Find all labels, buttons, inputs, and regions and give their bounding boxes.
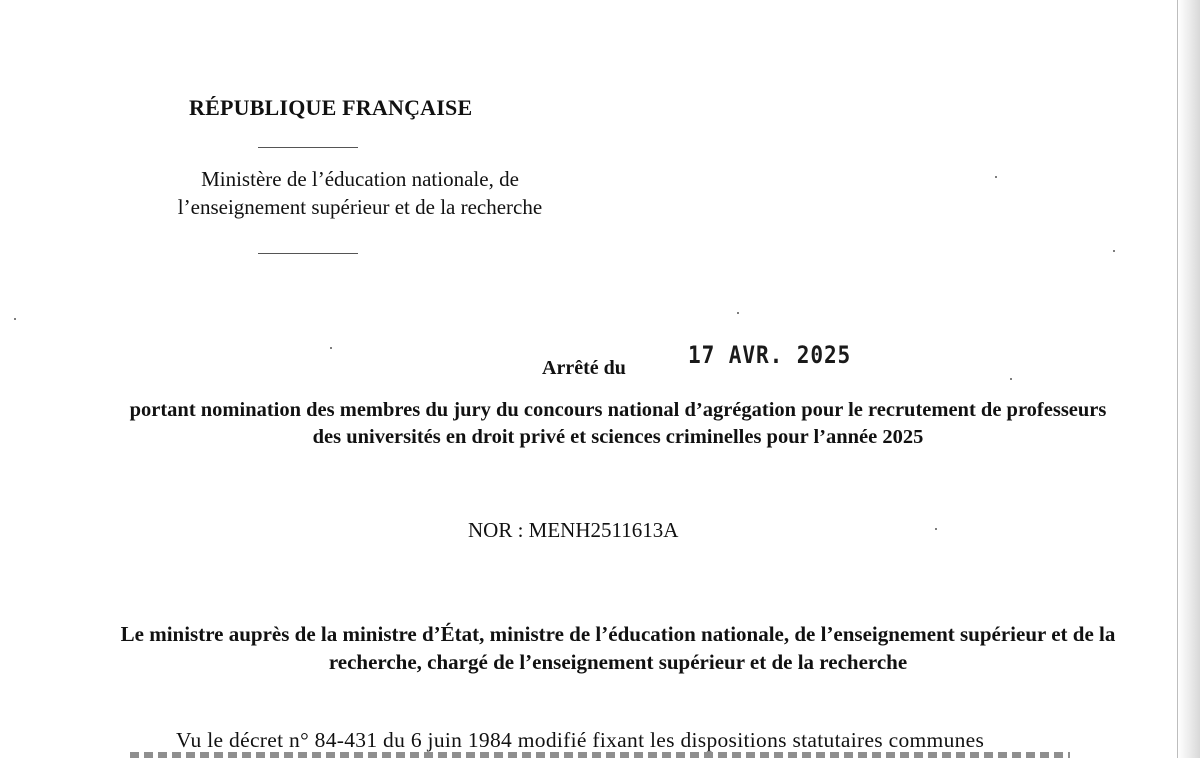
ministre-heading: Le ministre auprès de la ministre d’État, ministre de l’éducation nationale, de l’enseignement supérieur et de la recherche, chargé de l’enseignement supérieur et de la recherche (120, 622, 1116, 674)
arrete-label: Arrêté du (542, 357, 626, 379)
scan-speck (935, 528, 937, 530)
separator-top (258, 147, 358, 148)
scan-speck (330, 347, 332, 349)
arrete-objet: portant nomination des membres du jury du concours national d’agrégation pour le recrutement de professeurs des universités en droit privé et sciences criminelles pour l’année 2025 (129, 399, 1107, 448)
visa-paragraph: Vu le décret n° 84-431 du 6 juin 1984 modifié fixant les dispositions statutaires communes (176, 728, 985, 752)
ministere-block (130, 165, 590, 221)
ministere-line-2: l’enseignement supérieur et de la recherche (177, 195, 543, 219)
separator-bottom (258, 253, 358, 254)
page-edge-line (1177, 0, 1178, 758)
scan-speck (14, 318, 16, 320)
date-stamp: 17 AVR. 2025 (688, 341, 852, 369)
page-edge-shadow (1178, 0, 1200, 758)
scan-speck (1010, 378, 1012, 380)
scan-speck (1113, 250, 1115, 252)
ministere-line-1: Ministère de l’éducation nationale, de (201, 167, 519, 191)
nor-reference: NOR : MENH2511613A (468, 518, 679, 542)
scan-speck (995, 176, 997, 178)
republique-heading: RÉPUBLIQUE FRANÇAISE (189, 95, 473, 120)
cropped-text-line (130, 752, 1070, 758)
scan-speck (737, 312, 739, 314)
